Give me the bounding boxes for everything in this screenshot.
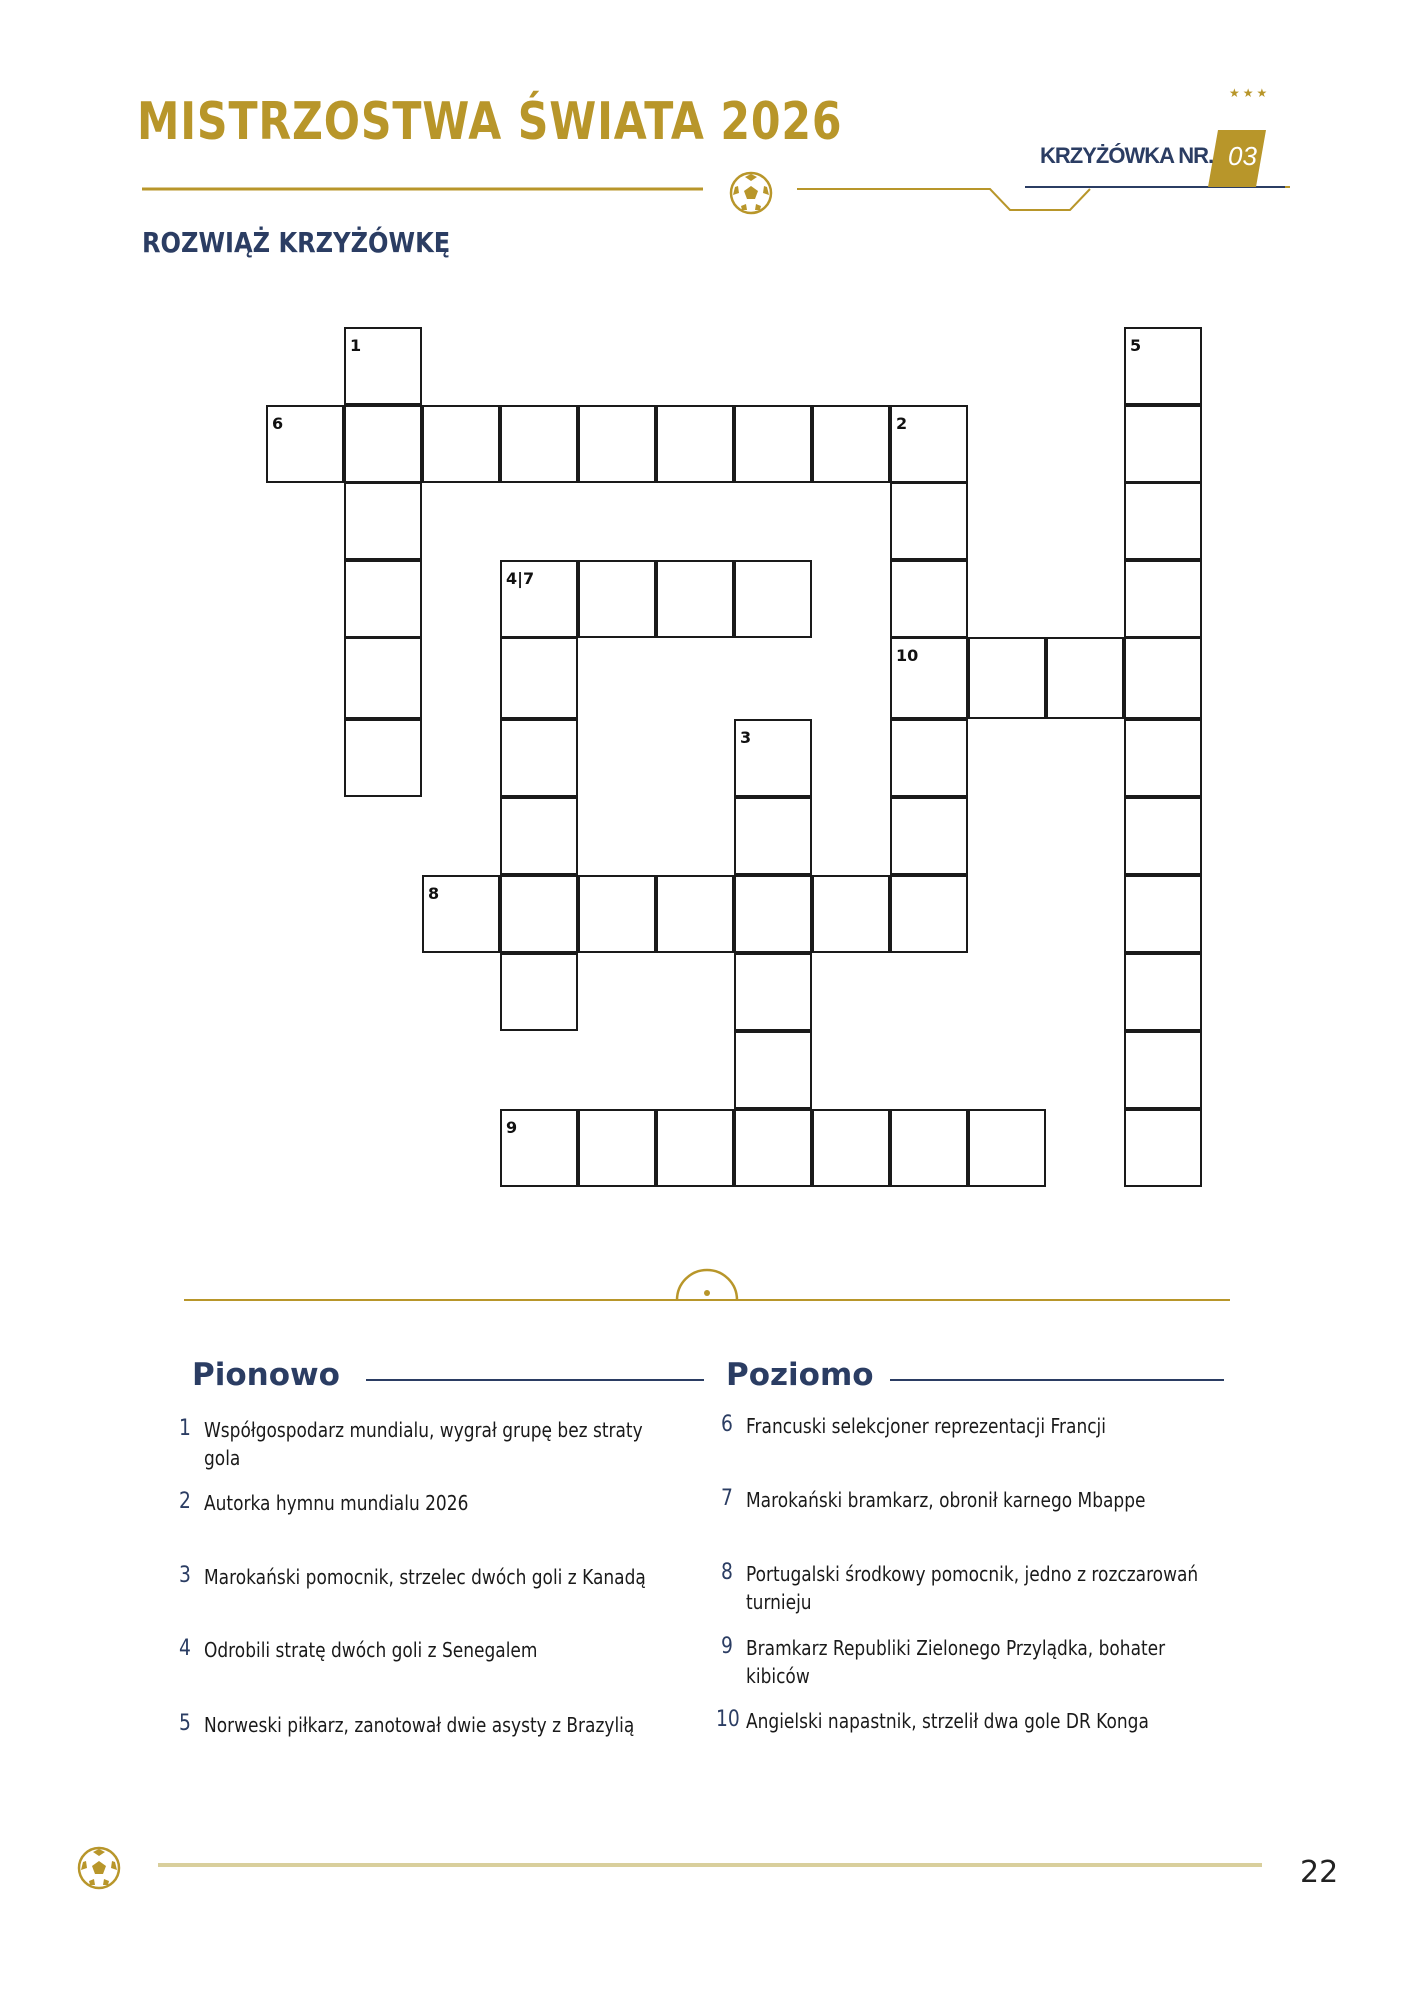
page-number: 22 [1300, 1855, 1339, 1890]
crossword-cell[interactable] [422, 405, 500, 483]
crossword-cell[interactable] [656, 560, 734, 638]
crossword-cell[interactable] [500, 560, 578, 638]
crossword-cell[interactable] [500, 953, 578, 1031]
crossword-cell[interactable] [890, 719, 968, 797]
crossword-cell[interactable] [578, 560, 656, 638]
across-heading-rule [890, 1378, 1230, 1382]
across-clue-number: 10 [716, 1707, 740, 1732]
crossword-cell[interactable] [344, 637, 422, 719]
crossword-cell[interactable] [890, 875, 968, 953]
down-clue-text: Autorka hymnu mundialu 2026 [204, 1491, 469, 1515]
clue-number-label: 1 [350, 336, 362, 355]
down-clue-number: 4 [179, 1636, 191, 1661]
crossword-cell[interactable] [500, 719, 578, 797]
crossword-cell[interactable] [890, 405, 968, 483]
crossword-cell[interactable] [344, 327, 422, 405]
clue-number-label: 6 [272, 414, 284, 433]
crossword-cell[interactable] [1124, 637, 1202, 719]
crossword-cell[interactable] [734, 1031, 812, 1109]
page-title: MISTRZOSTWA ŚWIATA 2026 [137, 92, 843, 152]
crossword-cell[interactable] [344, 560, 422, 638]
crossword-cell[interactable] [578, 1109, 656, 1187]
crossword-cell[interactable] [734, 953, 812, 1031]
crossword-cell[interactable] [500, 797, 578, 875]
crossword-cell[interactable] [890, 1109, 968, 1187]
crossword-cell[interactable] [734, 405, 812, 483]
across-clue-text: Marokański bramkarz, obronił karnego Mbappe [746, 1488, 1146, 1512]
crossword-grid [266, 327, 1202, 1185]
across-heading: Poziomo [726, 1357, 874, 1393]
footer-rule [0, 1860, 1414, 1870]
crossword-cell[interactable] [1124, 797, 1202, 875]
crossword-cell[interactable] [734, 797, 812, 875]
crossword-cell[interactable] [656, 1109, 734, 1187]
issue-label: KRZYŻÓWKA NR. [1040, 143, 1214, 168]
clue-number-label: 8 [428, 884, 440, 903]
across-clue-number: 7 [721, 1486, 733, 1511]
crossword-cell[interactable] [968, 1109, 1046, 1187]
crossword-cell[interactable] [1046, 637, 1124, 719]
crossword-cell[interactable] [1124, 719, 1202, 797]
section-divider [0, 1260, 1414, 1310]
crossword-cell[interactable] [1124, 405, 1202, 483]
crossword-cell[interactable] [890, 797, 968, 875]
across-clue-text: Bramkarz Republiki Zielonego Przylądka, bohater kibiców [746, 1636, 1166, 1688]
crossword-cell[interactable] [344, 405, 422, 483]
crossword-cell[interactable] [344, 482, 422, 560]
subtitle: ROZWIĄŻ KRZYŻÓWKĘ [142, 226, 451, 259]
down-clue-text: Norweski piłkarz, zanotował dwie asysty z Brazylią [204, 1713, 635, 1737]
across-clue-number: 6 [721, 1412, 733, 1437]
crossword-cell[interactable] [812, 875, 890, 953]
crossword-cell[interactable] [656, 405, 734, 483]
crossword-cell[interactable] [968, 637, 1046, 719]
soccer-ball-icon [729, 171, 773, 215]
issue-number: 03 [1228, 141, 1257, 171]
crossword-cell[interactable] [734, 875, 812, 953]
down-clue-number: 5 [179, 1711, 191, 1736]
across-clue-number: 9 [721, 1634, 733, 1659]
clue-number-label: 10 [896, 646, 919, 665]
crossword-cell[interactable] [1124, 327, 1202, 405]
across-clue-text: Francuski selekcjoner reprezentacji Francji [746, 1414, 1107, 1438]
crossword-cell[interactable] [890, 482, 968, 560]
crossword-cell[interactable] [578, 405, 656, 483]
crossword-cell[interactable] [500, 405, 578, 483]
stars-decoration: ★★★ [1229, 86, 1271, 100]
down-clue-text: Współgospodarz mundialu, wygrał grupę bez straty gola [204, 1418, 643, 1470]
clue-number-label: 9 [506, 1118, 518, 1137]
crossword-cell[interactable] [734, 1109, 812, 1187]
crossword-cell[interactable] [1124, 953, 1202, 1031]
clue-number-label: 5 [1130, 336, 1142, 355]
header-decoration [0, 0, 1414, 230]
clue-number-label: 2 [896, 414, 908, 433]
crossword-cell[interactable] [890, 560, 968, 638]
crossword-cell[interactable] [266, 405, 344, 483]
clue-number-label: 3 [740, 728, 752, 747]
clue-number-label: 4|7 [506, 569, 535, 588]
across-clue-number: 8 [721, 1560, 733, 1585]
crossword-cell[interactable] [1124, 1031, 1202, 1109]
crossword-cell[interactable] [890, 637, 968, 719]
crossword-cell[interactable] [344, 719, 422, 797]
across-clue-text: Portugalski środkowy pomocnik, jedno z rozczarowań turnieju [746, 1562, 1199, 1614]
crossword-cell[interactable] [500, 1109, 578, 1187]
crossword-cell[interactable] [656, 875, 734, 953]
down-heading-rule [366, 1378, 706, 1382]
down-clue-text: Marokański pomocnik, strzelec dwóch goli z Kanadą [204, 1565, 646, 1589]
crossword-cell[interactable] [1124, 482, 1202, 560]
crossword-cell[interactable] [734, 719, 812, 797]
crossword-cell[interactable] [812, 1109, 890, 1187]
across-clue-text: Angielski napastnik, strzelił dwa gole DR Konga [746, 1709, 1149, 1733]
down-clue-number: 3 [179, 1563, 191, 1588]
down-clue-number: 1 [179, 1416, 191, 1441]
down-heading: Pionowo [192, 1357, 340, 1393]
crossword-cell[interactable] [578, 875, 656, 953]
crossword-cell[interactable] [422, 875, 500, 953]
crossword-cell[interactable] [500, 875, 578, 953]
crossword-cell[interactable] [734, 560, 812, 638]
crossword-cell[interactable] [1124, 875, 1202, 953]
down-clue-text: Odrobili stratę dwóch goli z Senegalem [204, 1638, 538, 1662]
crossword-cell[interactable] [500, 637, 578, 719]
crossword-cell[interactable] [812, 405, 890, 483]
crossword-cell[interactable] [1124, 1109, 1202, 1187]
crossword-cell[interactable] [1124, 560, 1202, 638]
down-clue-number: 2 [179, 1489, 191, 1514]
